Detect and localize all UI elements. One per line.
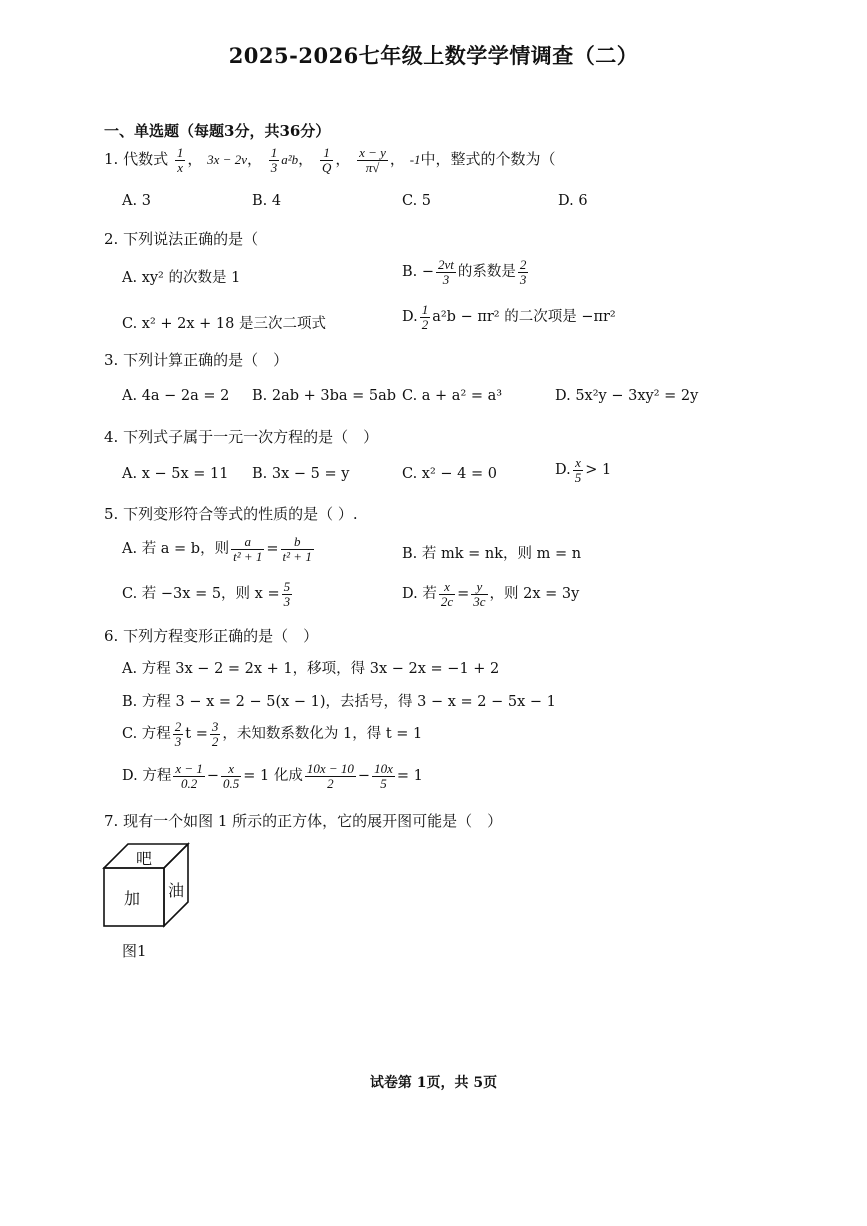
q3-option-c: C. a + a² = a³ xyxy=(402,388,503,404)
q1-option-d: D. 6 xyxy=(558,193,588,209)
cube-figure xyxy=(100,840,200,930)
q1-term-2: 3x − 2v xyxy=(207,152,247,168)
q4-option-b: B. 3x − 5 = y xyxy=(252,466,350,482)
q6-option-b: B. 方程 3 − x = 2 − 5(x − 1)，去括号，得 3 − x = 2 − 5x − 1 xyxy=(122,694,556,710)
q2-option-c: C. x² + 2x + 18 是三次二项式 xyxy=(122,316,326,332)
q6-option-a: A. 方程 3x − 2 = 2x + 1，移项，得 3x − 2x = −1 + 2 xyxy=(122,661,500,677)
q1-term-6: -1 xyxy=(409,152,421,168)
q5-option-d: D. 若 $\frac{x}{2c}$ = $\frac{y}{3c}$ ，则 2x = 3y xyxy=(402,579,580,609)
q2-option-a: A. xy² 的次数是 1 xyxy=(122,270,241,286)
page-footer: 试卷第 1页，共 5页 xyxy=(369,1075,498,1091)
q1-option-a: A. 3 xyxy=(122,193,151,209)
cube-top-face: 吧 xyxy=(136,849,153,868)
q5-option-c: C. 若 −3x = 5，则 x = $\frac{5}{3}$ xyxy=(122,579,291,609)
figure-label: 图1 xyxy=(122,942,147,960)
question-6: 6. 下列方程变形正确的是（ ） xyxy=(104,627,319,645)
q4-option-d: D. $\frac{x}{5}$ > 1 xyxy=(555,455,612,485)
q1-term-frac-2: $\frac{1}{3}$ xyxy=(270,145,278,175)
q1-option-c: C. 5 xyxy=(402,193,432,209)
question-2: 2. 下列说法正确的是（ xyxy=(104,230,259,248)
q1-stem-prefix: 1. 代数式 xyxy=(104,150,169,169)
q3-option-d: D. 5x²y − 3xy² = 2y xyxy=(555,388,699,404)
question-3: 3. 下列计算正确的是（ ） xyxy=(104,351,289,369)
q3-option-a: A. 4a − 2a = 2 xyxy=(122,388,230,404)
q1-term-frac-3: $\frac{1}{Q}$ xyxy=(321,145,332,175)
question-1: 1. 代数式 $\frac{1}{x}$ ， 3x − 2v， $\frac{1}{3}$ a²b， $\frac{1}{Q}$ ， $\frac{x - y}{\pi√}$ ， -1中，整式的个数为（ xyxy=(104,145,556,175)
section-heading: 一、单选题（每题3分，共36分） xyxy=(104,122,331,140)
q6-option-c: C. 方程 $\frac{2}{3}$ t = $\frac{3}{2}$ ，未知数系数化为 1，得 t = 1 xyxy=(122,719,423,749)
question-7: 7. 现有一个如图 1 所示的正方体，它的展开图可能是（ ） xyxy=(104,812,503,830)
q5-option-a: A. 若 a = b，则 $\frac{a}{\text{t² + 1}}$ = $\frac{b}{\text{t² + 1}}$ xyxy=(122,534,312,564)
q1-term-frac-1: $\frac{1}{x}$ xyxy=(176,145,184,175)
page-title: 2025-2026七年级上数学学情调查（二） xyxy=(228,43,639,68)
q3-option-b: B. 2ab + 3ba = 5ab xyxy=(252,388,397,404)
q5-option-b: B. 若 mk = nk，则 m = n xyxy=(402,546,582,562)
q2-option-b: B. − $\frac{2vt}{3}$ 的系数是 $\frac{2}{3}$ xyxy=(402,257,527,287)
q1-option-b: B. 4 xyxy=(252,193,282,209)
cube-front-face: 加 xyxy=(124,889,141,908)
cube-side-face: 油 xyxy=(168,881,185,900)
question-4: 4. 下列式子属于一元一次方程的是（ ） xyxy=(104,428,379,446)
q6-option-d: D. 方程 $\frac{x - 1}{0.2}$ − $\frac{x}{0.5}$ = 1 化成 $\frac{10x - 10}{2}$ − $\frac{10x}{5}$ = 1 xyxy=(122,761,423,791)
q4-option-a: A. x − 5x = 11 xyxy=(122,466,229,482)
q1-stem-suffix: 中，整式的个数为（ xyxy=(420,150,556,169)
q1-term-frac-4: $\frac{x - y}{\pi√}$ xyxy=(359,145,386,175)
q2-option-d: D. $\frac{1}{2}$ a²b − πr² 的二次项是 −πr² xyxy=(402,302,616,332)
question-5: 5. 下列变形符合等式的性质的是（ ）. xyxy=(104,505,358,523)
q4-option-c: C. x² − 4 = 0 xyxy=(402,466,497,482)
